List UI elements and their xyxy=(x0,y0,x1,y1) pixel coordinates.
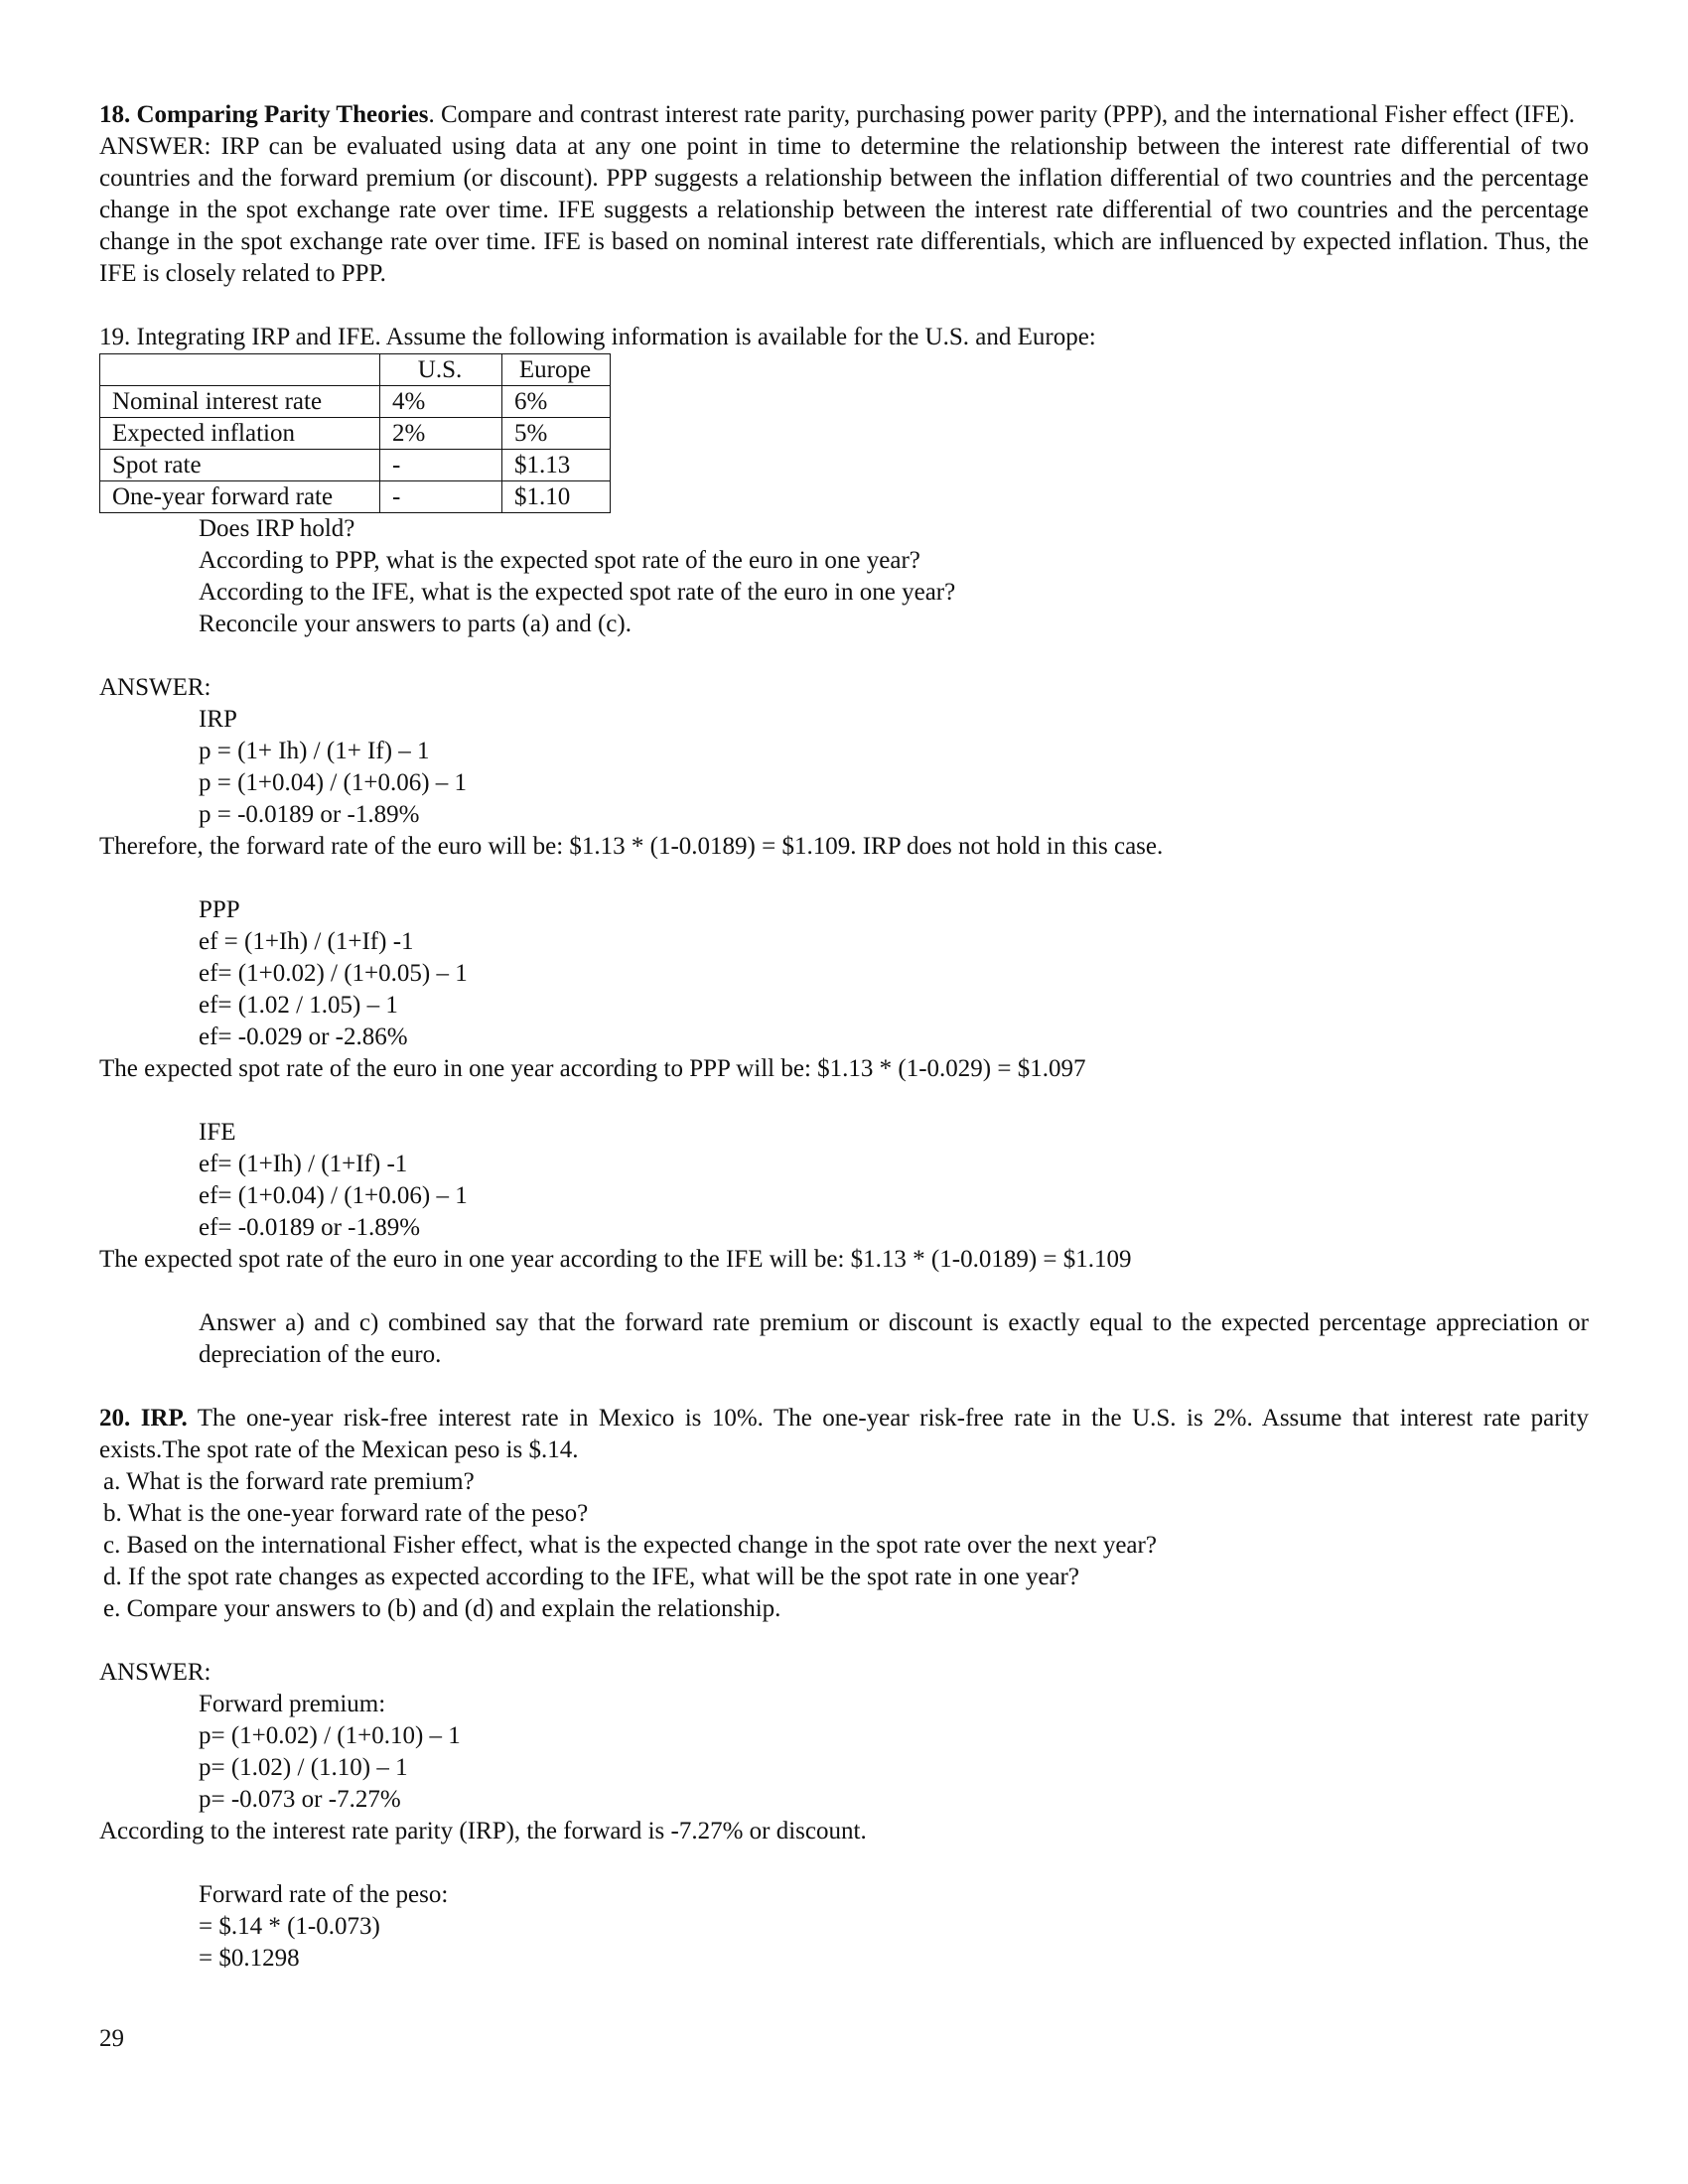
q18-answer: ANSWER: IRP can be evaluated using data at any one point in time to determine the relationship between the interest rate differential of two countries and the forward premium (or discount). PPP suggests a relationship between the inflation differential of two countries and the percentage change in the spot exchange rate over time. IFE suggests a relationship between the interest rate differential of two countries and the percentage change in the spot exchange rate over time. IFE is based on nominal interest rate differentials, which are influenced by expected inflation. Thus, the IFE is closely related to PPP. xyxy=(99,133,1589,287)
q20-premium-label: Forward premium: xyxy=(199,1691,386,1717)
q20-prompt: The one-year risk-free interest rate in Mexico is 10%. The one-year risk-free rate in the U.S. is 2%. Assume that interest rate parity exists.The spot rate of the Mexican peso is $.14. xyxy=(99,1405,1589,1463)
formula-line: ef= -0.0189 or -1.89% xyxy=(199,1214,421,1241)
table-row xyxy=(100,481,611,513)
table-row xyxy=(100,418,611,450)
q18-question xyxy=(99,99,1589,131)
document-page xyxy=(99,99,1589,1975)
q19-irp-conclusion: Therefore, the forward rate of the euro will be: $1.13 * (1-0.0189) = $1.109. IRP does not hold in this case. xyxy=(99,833,1164,860)
q19-question-a: Does IRP hold? xyxy=(199,515,355,542)
table-header-cell: Europe xyxy=(502,354,611,386)
formula-line: ef= (1.02 / 1.05) – 1 xyxy=(199,992,398,1019)
table-header-row xyxy=(100,354,611,386)
table-cell: 6% xyxy=(502,386,611,418)
q19-question-d: Reconcile your answers to parts (a) and (c). xyxy=(199,611,632,637)
table-cell: - xyxy=(380,481,502,513)
q19-title: 19. Integrating IRP and IFE. Assume the following information is available for the U.S. and Europe: xyxy=(99,324,1096,350)
q20-title: 20. IRP. xyxy=(99,1405,188,1432)
table-row xyxy=(100,450,611,481)
q19-answer-label: ANSWER: xyxy=(99,674,211,701)
table-cell: Expected inflation xyxy=(100,418,380,450)
q19-ppp-conclusion: The expected spot rate of the euro in one year according to PPP will be: $1.13 * (1-0.029) = $1.097 xyxy=(99,1055,1086,1082)
table-header-cell: U.S. xyxy=(380,354,502,386)
table-cell: Nominal interest rate xyxy=(100,386,380,418)
q19-question-c: According to the IFE, what is the expected spot rate of the euro in one year? xyxy=(199,579,956,606)
formula-line: ef= (1+Ih) / (1+If) -1 xyxy=(199,1151,408,1177)
q20-part-c: c. Based on the international Fisher effect, what is the expected change in the spot rate over the next year? xyxy=(103,1532,1157,1559)
q20-answer-label: ANSWER: xyxy=(99,1659,211,1686)
q20-question xyxy=(99,1403,1589,1466)
formula-line: p= (1.02) / (1.10) – 1 xyxy=(199,1754,408,1781)
table-row xyxy=(100,386,611,418)
q20-premium-conclusion: According to the interest rate parity (IRP), the forward is -7.27% or discount. xyxy=(99,1818,867,1844)
formula-line: p = (1+0.04) / (1+0.06) – 1 xyxy=(199,769,468,796)
formula-line: = $0.1298 xyxy=(199,1945,300,1972)
formula-line: p = (1+ Ih) / (1+ If) – 1 xyxy=(199,738,430,764)
q19-question-b: According to PPP, what is the expected spot rate of the euro in one year? xyxy=(199,547,920,574)
q20-part-a: a. What is the forward rate premium? xyxy=(103,1468,475,1495)
formula-line: p = -0.0189 or -1.89% xyxy=(199,801,420,828)
q20-part-d: d. If the spot rate changes as expected according to the IFE, what will be the spot rate in one year? xyxy=(103,1564,1079,1590)
formula-line: ef= -0.029 or -2.86% xyxy=(199,1024,408,1050)
q19-ife-label: IFE xyxy=(199,1119,236,1146)
formula-line: p= (1+0.02) / (1+0.10) – 1 xyxy=(199,1722,461,1749)
table-header-cell xyxy=(100,354,380,386)
q19-data-table xyxy=(99,353,611,513)
q19-reconcile: Answer a) and c) combined say that the forward rate premium or discount is exactly equal to the expected percentage appreciation or depreciation of the euro. xyxy=(199,1309,1589,1368)
table-cell: - xyxy=(380,450,502,481)
q19-ife-conclusion: The expected spot rate of the euro in one year according to the IFE will be: $1.13 * (1-0.0189) = $1.109 xyxy=(99,1246,1132,1273)
table-cell: Spot rate xyxy=(100,450,380,481)
q20-forward-rate-label: Forward rate of the peso: xyxy=(199,1881,449,1908)
table-cell: One-year forward rate xyxy=(100,481,380,513)
q18-title: 18. Comparing Parity Theories xyxy=(99,101,429,128)
q20-part-b: b. What is the one-year forward rate of the peso? xyxy=(103,1500,589,1527)
table-cell: 5% xyxy=(502,418,611,450)
table-cell: $1.13 xyxy=(502,450,611,481)
table-cell: 2% xyxy=(380,418,502,450)
q19-irp-label: IRP xyxy=(199,706,237,733)
formula-line: = $.14 * (1-0.073) xyxy=(199,1913,380,1940)
q19-ppp-label: PPP xyxy=(199,896,240,923)
table-cell: $1.10 xyxy=(502,481,611,513)
table-cell: 4% xyxy=(380,386,502,418)
formula-line: p= -0.073 or -7.27% xyxy=(199,1786,401,1813)
formula-line: ef= (1+0.02) / (1+0.05) – 1 xyxy=(199,960,468,987)
page-number: 29 xyxy=(99,2025,124,2052)
formula-line: ef= (1+0.04) / (1+0.06) – 1 xyxy=(199,1182,468,1209)
formula-line: ef = (1+Ih) / (1+If) -1 xyxy=(199,928,414,955)
q18-prompt: . Compare and contrast interest rate parity, purchasing power parity (PPP), and the international Fisher effect (IFE). xyxy=(428,101,1575,128)
q20-part-e: e. Compare your answers to (b) and (d) and explain the relationship. xyxy=(103,1595,781,1622)
